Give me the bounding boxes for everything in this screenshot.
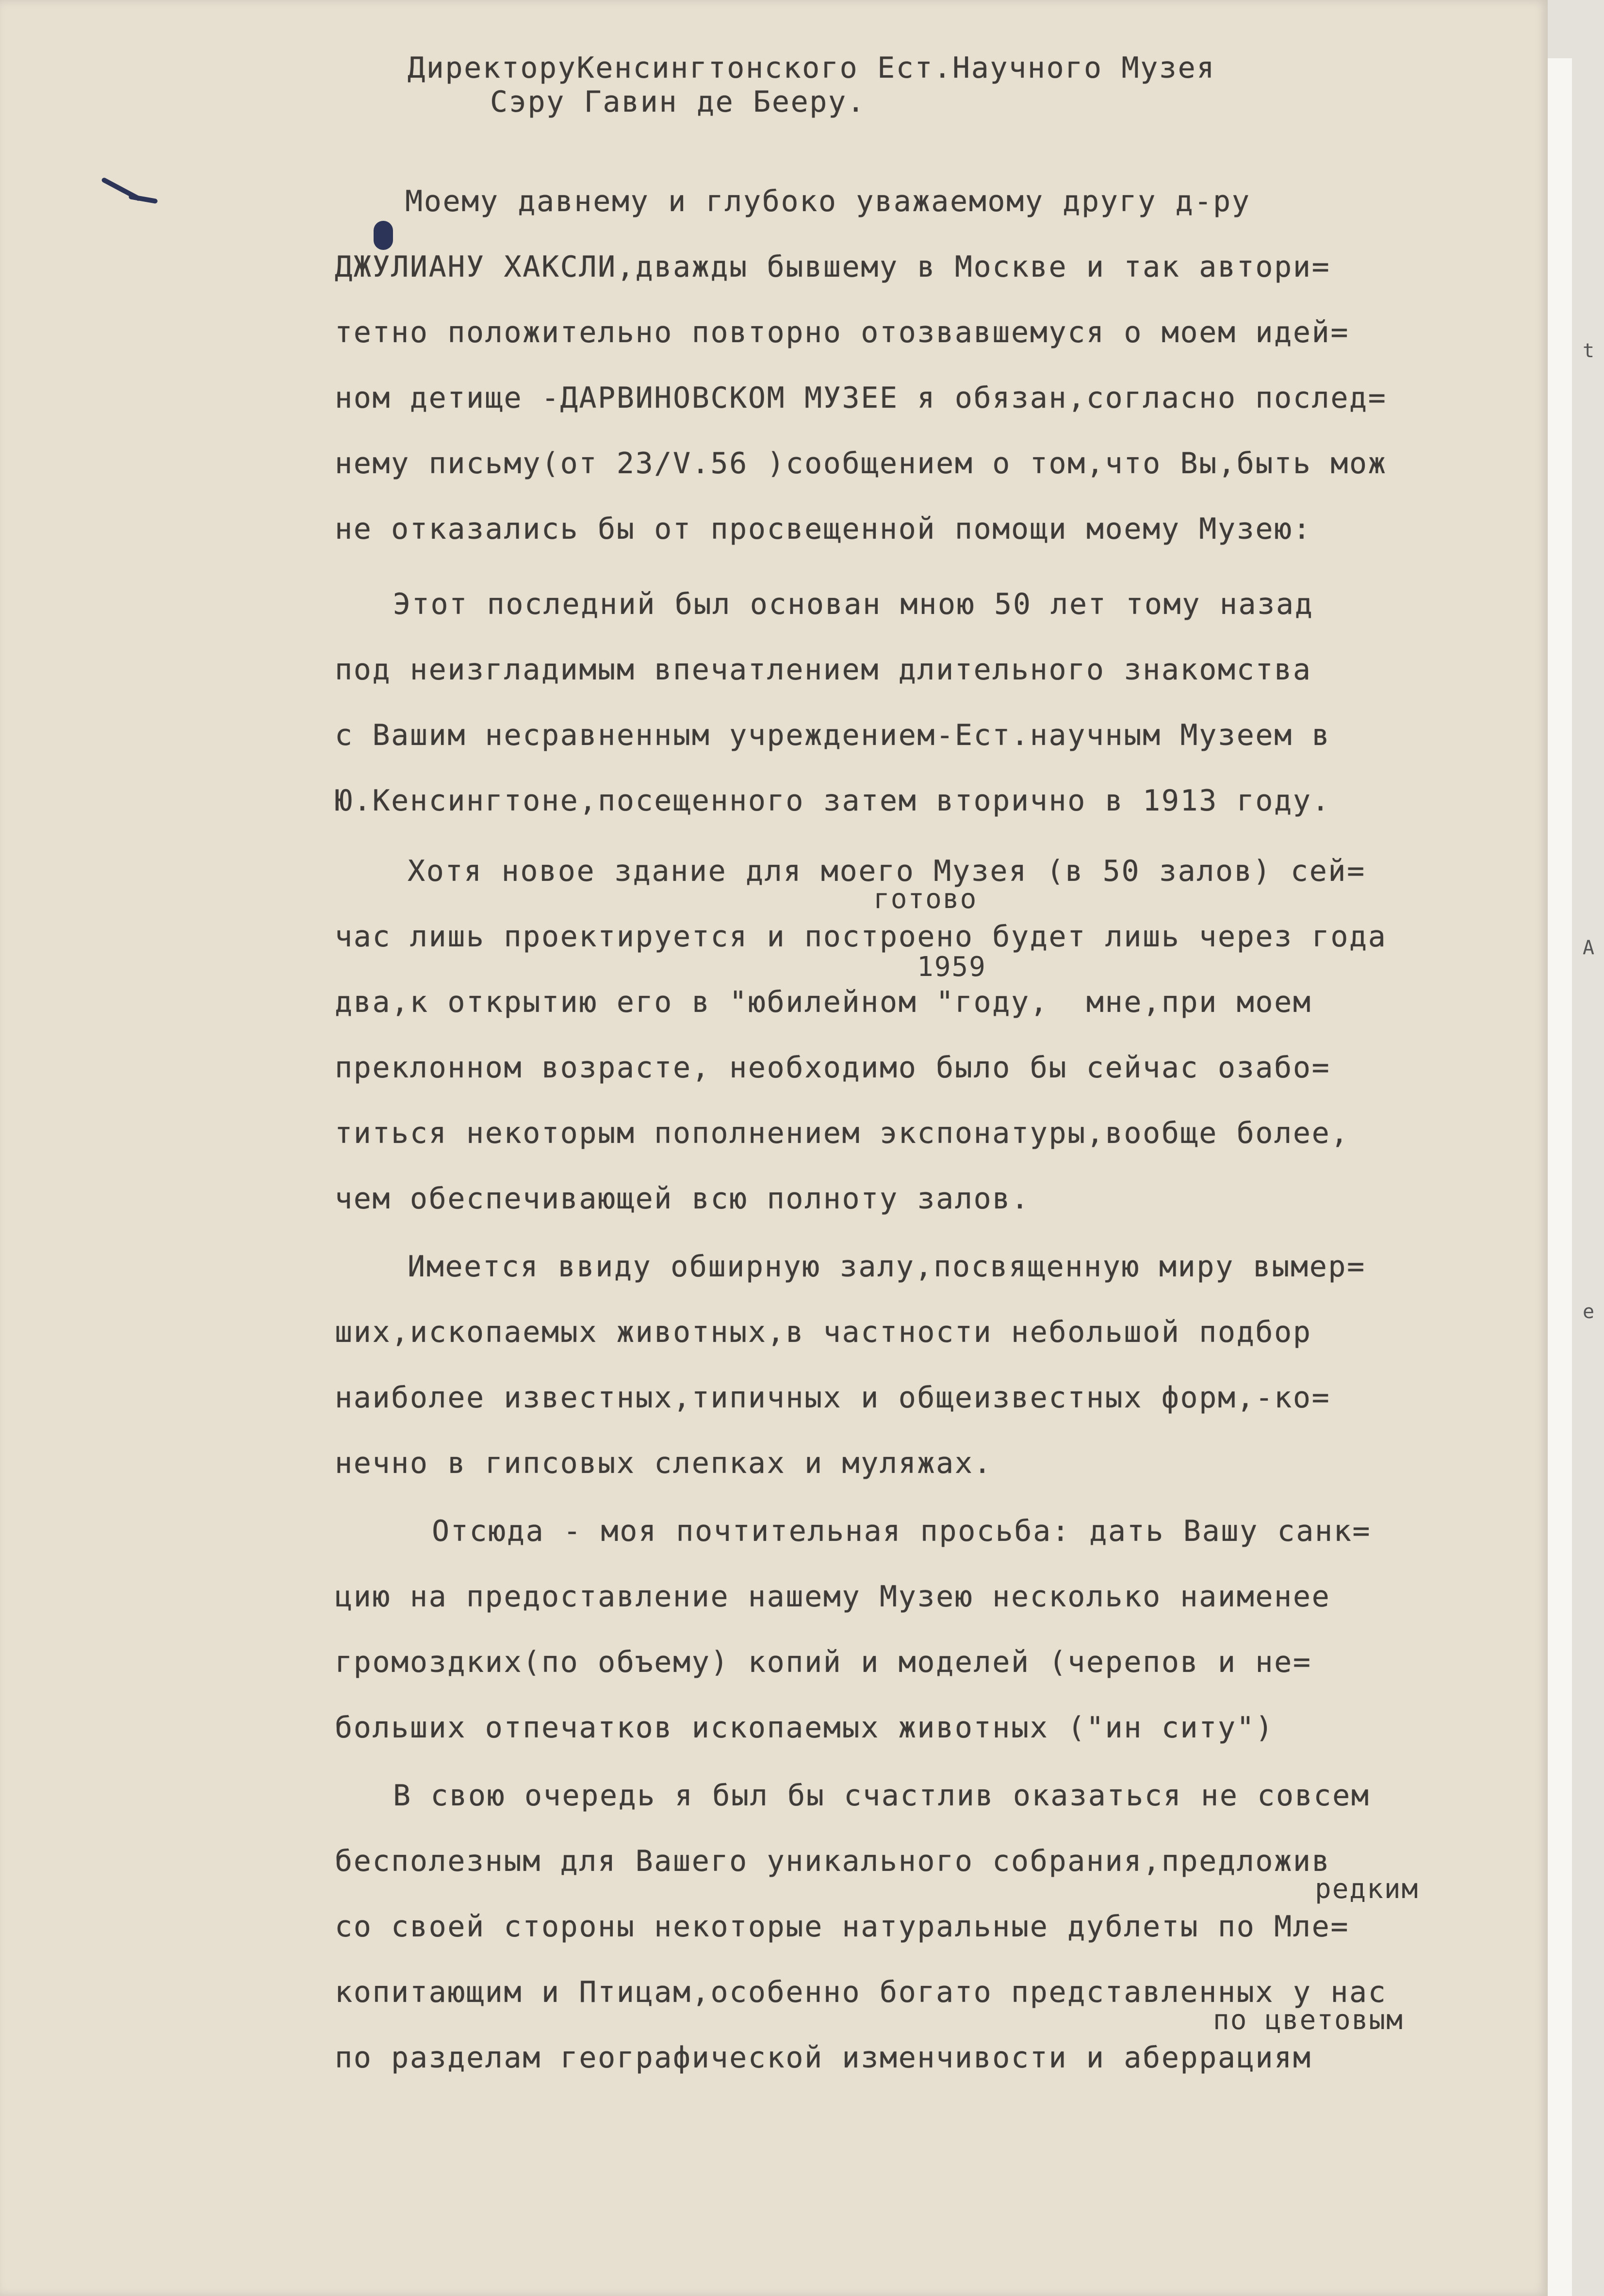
addressee-line: ДиректоруКенсингтонского Ест.Научного Музея (408, 51, 1216, 85)
typed-line: громоздких(по объему) копий и моделей (черепов и не= (335, 1645, 1312, 1679)
typed-line: В свою очередь я был бы счастлив оказаться не совсем (393, 1779, 1370, 1813)
interlinear-note: по цветовым (1213, 2004, 1404, 2036)
board-mark: e (1583, 1301, 1595, 1323)
typed-line: преклонном возрасте, необходимо было бы сейчас озабо= (335, 1051, 1331, 1085)
typed-line: копитающим и Птицам,особенно богато представленных у нас (335, 1975, 1387, 2009)
typed-line: ших,ископаемых животных,в частности небольшой подбор (335, 1315, 1312, 1349)
interlinear-note: готово (873, 883, 978, 915)
typed-line: нему письму(от 23/V.56 )сообщением о том,что Вы,быть мож (335, 446, 1387, 480)
typed-line: с Вашим несравненным учреждением-Ест.научным Музеем в (335, 718, 1331, 752)
ink-mark (374, 221, 393, 250)
typed-line: час лишь проектируется и построено будет лишь через года (335, 920, 1387, 954)
typed-line: не отказались бы от просвещенной помощи моему Музею: (335, 512, 1312, 546)
board-mark: A (1583, 937, 1595, 959)
typed-line: ном детище -ДАРВИНОВСКОМ МУЗЕЕ я обязан,согласно послед= (335, 381, 1387, 415)
typed-line: ДЖУЛИАНУ ХАКСЛИ,дважды бывшему в Москве и так автори= (335, 250, 1331, 284)
typed-line: больших отпечатков ископаемых животных ("ин ситу") (335, 1711, 1275, 1745)
under-sheet-edge (1548, 58, 1572, 2296)
typed-line: титься некоторым пополнением экспонатуры,вообще более, (335, 1116, 1350, 1150)
board-mark: t (1583, 340, 1595, 362)
typed-line: по разделам географической изменчивости и аберрациям (335, 2041, 1312, 2075)
typed-line: два,к открытию его в "юбилейном "году, мне,при моем (335, 985, 1312, 1019)
typed-line: наиболее известных,типичных и общеизвестных форм,-ко= (335, 1381, 1331, 1415)
typed-line: под неизгладимым впечатлением длительного знакомства (335, 653, 1312, 687)
typed-line: Отсюда - моя почтительная просьба: дать Вашу санк= (432, 1514, 1372, 1548)
ink-mark (129, 194, 158, 204)
typed-line: Ю.Кенсингтоне,посещенного затем вторично в 1913 году. (335, 784, 1331, 818)
typed-line: Моему давнему и глубоко уважаемому другу д-ру (405, 184, 1251, 218)
interlinear-note: редким (1315, 1873, 1419, 1905)
typed-line: со своей стороны некоторые натуральные дублеты по Мле= (335, 1910, 1350, 1944)
typed-line: чем обеспечивающей всю полноту залов. (335, 1182, 1030, 1216)
typed-line: Имеется ввиду обширную залу,посвященную миру вымер= (408, 1250, 1366, 1284)
typed-line: бесполезным для Вашего уникального собрания,предложив (335, 1844, 1331, 1878)
typed-line: Хотя новое здание для моего Музея (в 50 залов) сей= (408, 854, 1366, 888)
interlinear-note: 1959 (917, 951, 986, 983)
addressee-line: Сэру Гавин де Беeру. (490, 85, 866, 119)
typed-line: нечно в гипсовых слепках и муляжах. (335, 1446, 993, 1480)
typed-line: тетно положительно повторно отозвавшемуся о моем идей= (335, 315, 1350, 349)
typed-line: Этот последний был основан мною 50 лет тому назад (393, 587, 1314, 621)
typed-line: цию на предоставление нашему Музею несколько наименее (335, 1580, 1331, 1614)
